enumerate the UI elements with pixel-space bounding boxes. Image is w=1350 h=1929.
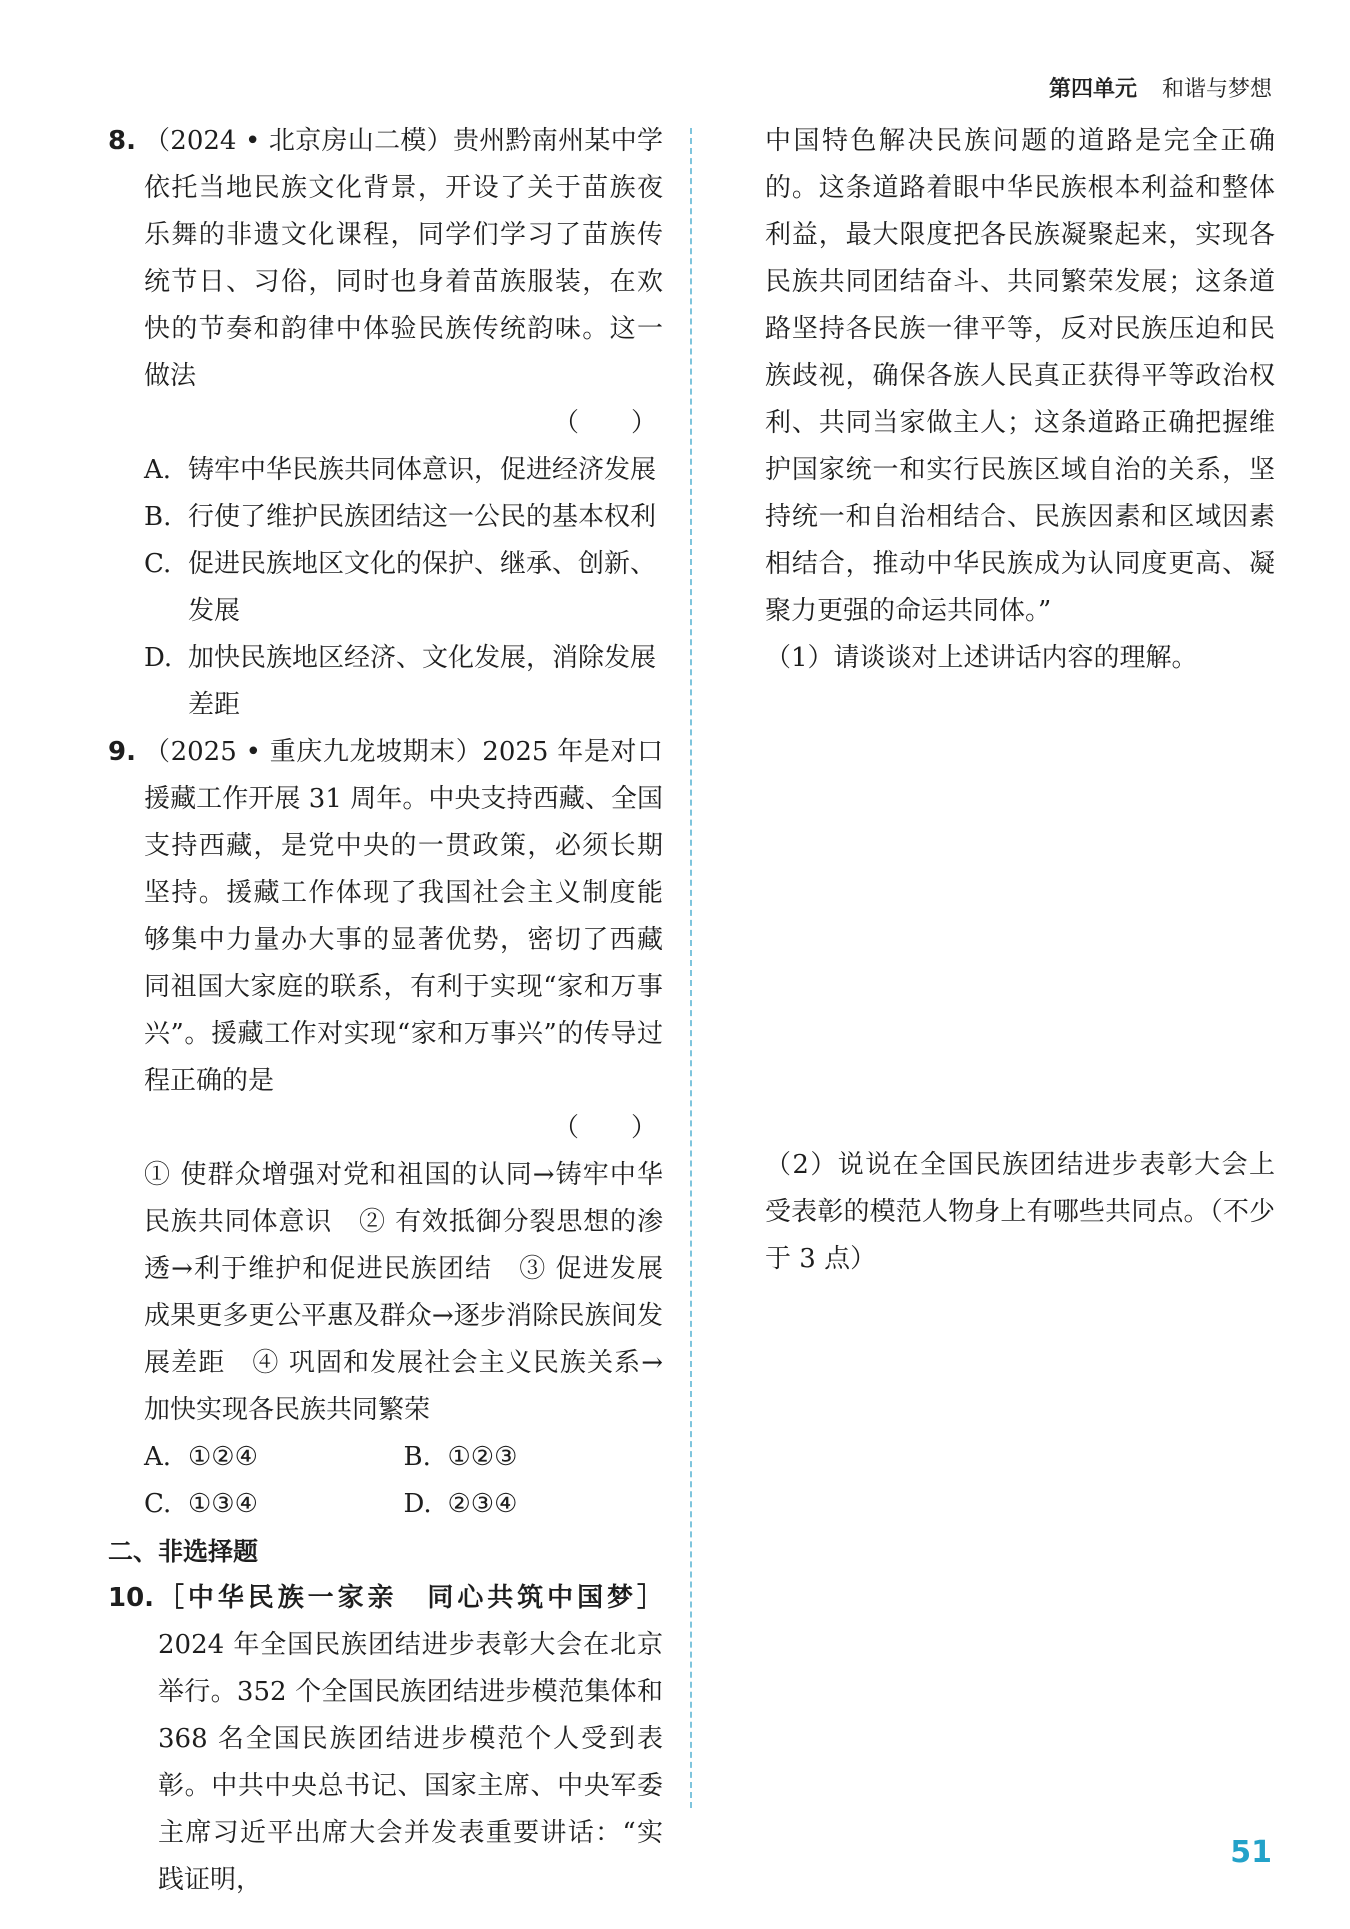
stem-text: 2024 年全国民族团结进步表彰大会在北京举行。352 个全国民族团结进步模范集体和 368 名全国民族团结进步模范个人受到表彰。中共中央总书记、国家主席、中央军委主席习近平出席大会并发表重要讲话：“实践证明， xyxy=(158,1630,663,1895)
left-column xyxy=(108,118,663,1904)
option-letter: A. xyxy=(144,455,172,485)
question-stem: （2024 • 北京房山二模）贵州黔南州某中学依托当地民族文化背景，开设了关于苗族夜乐舞的非遗文化课程，同学们学习了苗族传统节日、习俗，同时也身着苗族服装，在欢快的节奏和韵律中体验民族传统韵味。这一做法 xyxy=(144,126,663,391)
option-letter: B. xyxy=(403,1442,431,1472)
option-letter: C. xyxy=(144,1489,172,1519)
answer-blank: （ ） xyxy=(552,408,657,438)
answer-space xyxy=(765,682,1275,1142)
option-letter: B. xyxy=(144,502,172,532)
question-8 xyxy=(108,118,663,729)
options-row-2 xyxy=(144,1481,663,1528)
option-d xyxy=(404,1481,664,1528)
option-text: ①②④ xyxy=(188,1442,258,1472)
quote-continuation: 中国特色解决民族问题的道路是完全正确的。这条道路着眼中华民族根本利益和整体利益，最大限度把各民族凝聚起来，实现各民族共同团结奋斗、共同繁荣发展；这条道路坚持各民族一律平等，反对民族压迫和民族歧视，确保各族人民真正获得平等政治权利、共同当家做主人；这条道路正确把握维护国家统一和实行民族区域自治的关系，坚持统一和自治相结合、民族因素和区域因素相结合，推动中华民族成为认同度更高、凝聚力更强的命运共同体。” xyxy=(765,126,1275,626)
option-b xyxy=(404,1434,664,1481)
option-b xyxy=(144,494,663,541)
option-letter: A. xyxy=(144,1442,172,1472)
option-text: 铸牢中华民族共同体意识，促进经济发展 xyxy=(188,455,657,485)
question-stem xyxy=(158,1575,663,1904)
option-d xyxy=(144,635,663,729)
option-letter: D. xyxy=(403,1489,432,1519)
answer-blank: （ ） xyxy=(552,1113,657,1143)
option-letter: C. xyxy=(144,549,172,579)
question-number: 9. xyxy=(108,737,136,767)
section-title: 二、非选择题 xyxy=(108,1537,259,1566)
statement-list: ① 使群众增强对党和祖国的认同→铸牢中华民族共同体意识 ② 有效抵御分裂思想的渗透→利于维护和促进民族团结 ③ 促进发展成果更多更公平惠及群众→逐步消除民族间发展差距 ④ 巩固和发展社会主义民族关系→加快实现各民族共同繁荣 xyxy=(144,1160,663,1425)
option-text: 加快民族地区经济、文化发展，消除发展差距 xyxy=(188,643,657,720)
option-letter: D. xyxy=(144,643,173,673)
header-unit: 第四单元 xyxy=(1048,77,1137,102)
option-c xyxy=(144,1481,404,1528)
column-divider xyxy=(690,128,692,1808)
options-row-1 xyxy=(144,1434,663,1481)
sub-question-2: （2）说说在全国民族团结进步表彰大会上受表彰的模范人物身上有哪些共同点。（不少于 3 点） xyxy=(765,1150,1275,1274)
question-number: 8. xyxy=(108,126,136,156)
option-text: ①③④ xyxy=(188,1489,258,1519)
question-10 xyxy=(108,1575,663,1904)
option-text: 行使了维护民族团结这一公民的基本权利 xyxy=(188,502,657,532)
option-text: 促进民族地区文化的保护、继承、创新、发展 xyxy=(188,549,657,626)
option-text: ②③④ xyxy=(447,1489,518,1519)
right-column xyxy=(765,118,1275,1283)
option-a xyxy=(144,1434,404,1481)
running-header xyxy=(1049,72,1272,103)
header-title: 和谐与梦想 xyxy=(1161,77,1272,102)
option-a xyxy=(144,447,663,494)
option-text: ①②③ xyxy=(447,1442,518,1472)
page-number: 51 xyxy=(1230,1835,1272,1870)
question-number: 10. xyxy=(108,1583,155,1613)
question-stem: （2025 • 重庆九龙坡期末）2025 年是对口援藏工作开展 31 周年。中央支持西藏、全国支持西藏，是党中央的一贯政策，必须长期坚持。援藏工作体现了我国社会主义制度能够集中力量办大事的显著优势，密切了西藏同祖国大家庭的联系，有利于实现“家和万事兴”。援藏工作对实现“家和万事兴”的传导过程正确的是 xyxy=(144,737,663,1096)
option-c xyxy=(144,541,663,635)
sub-question-1: （1）请谈谈对上述讲话内容的理解。 xyxy=(765,643,1198,673)
question-9 xyxy=(108,729,663,1528)
topic-label: ［中华民族一家亲 同心共筑中国梦］ xyxy=(158,1583,663,1613)
